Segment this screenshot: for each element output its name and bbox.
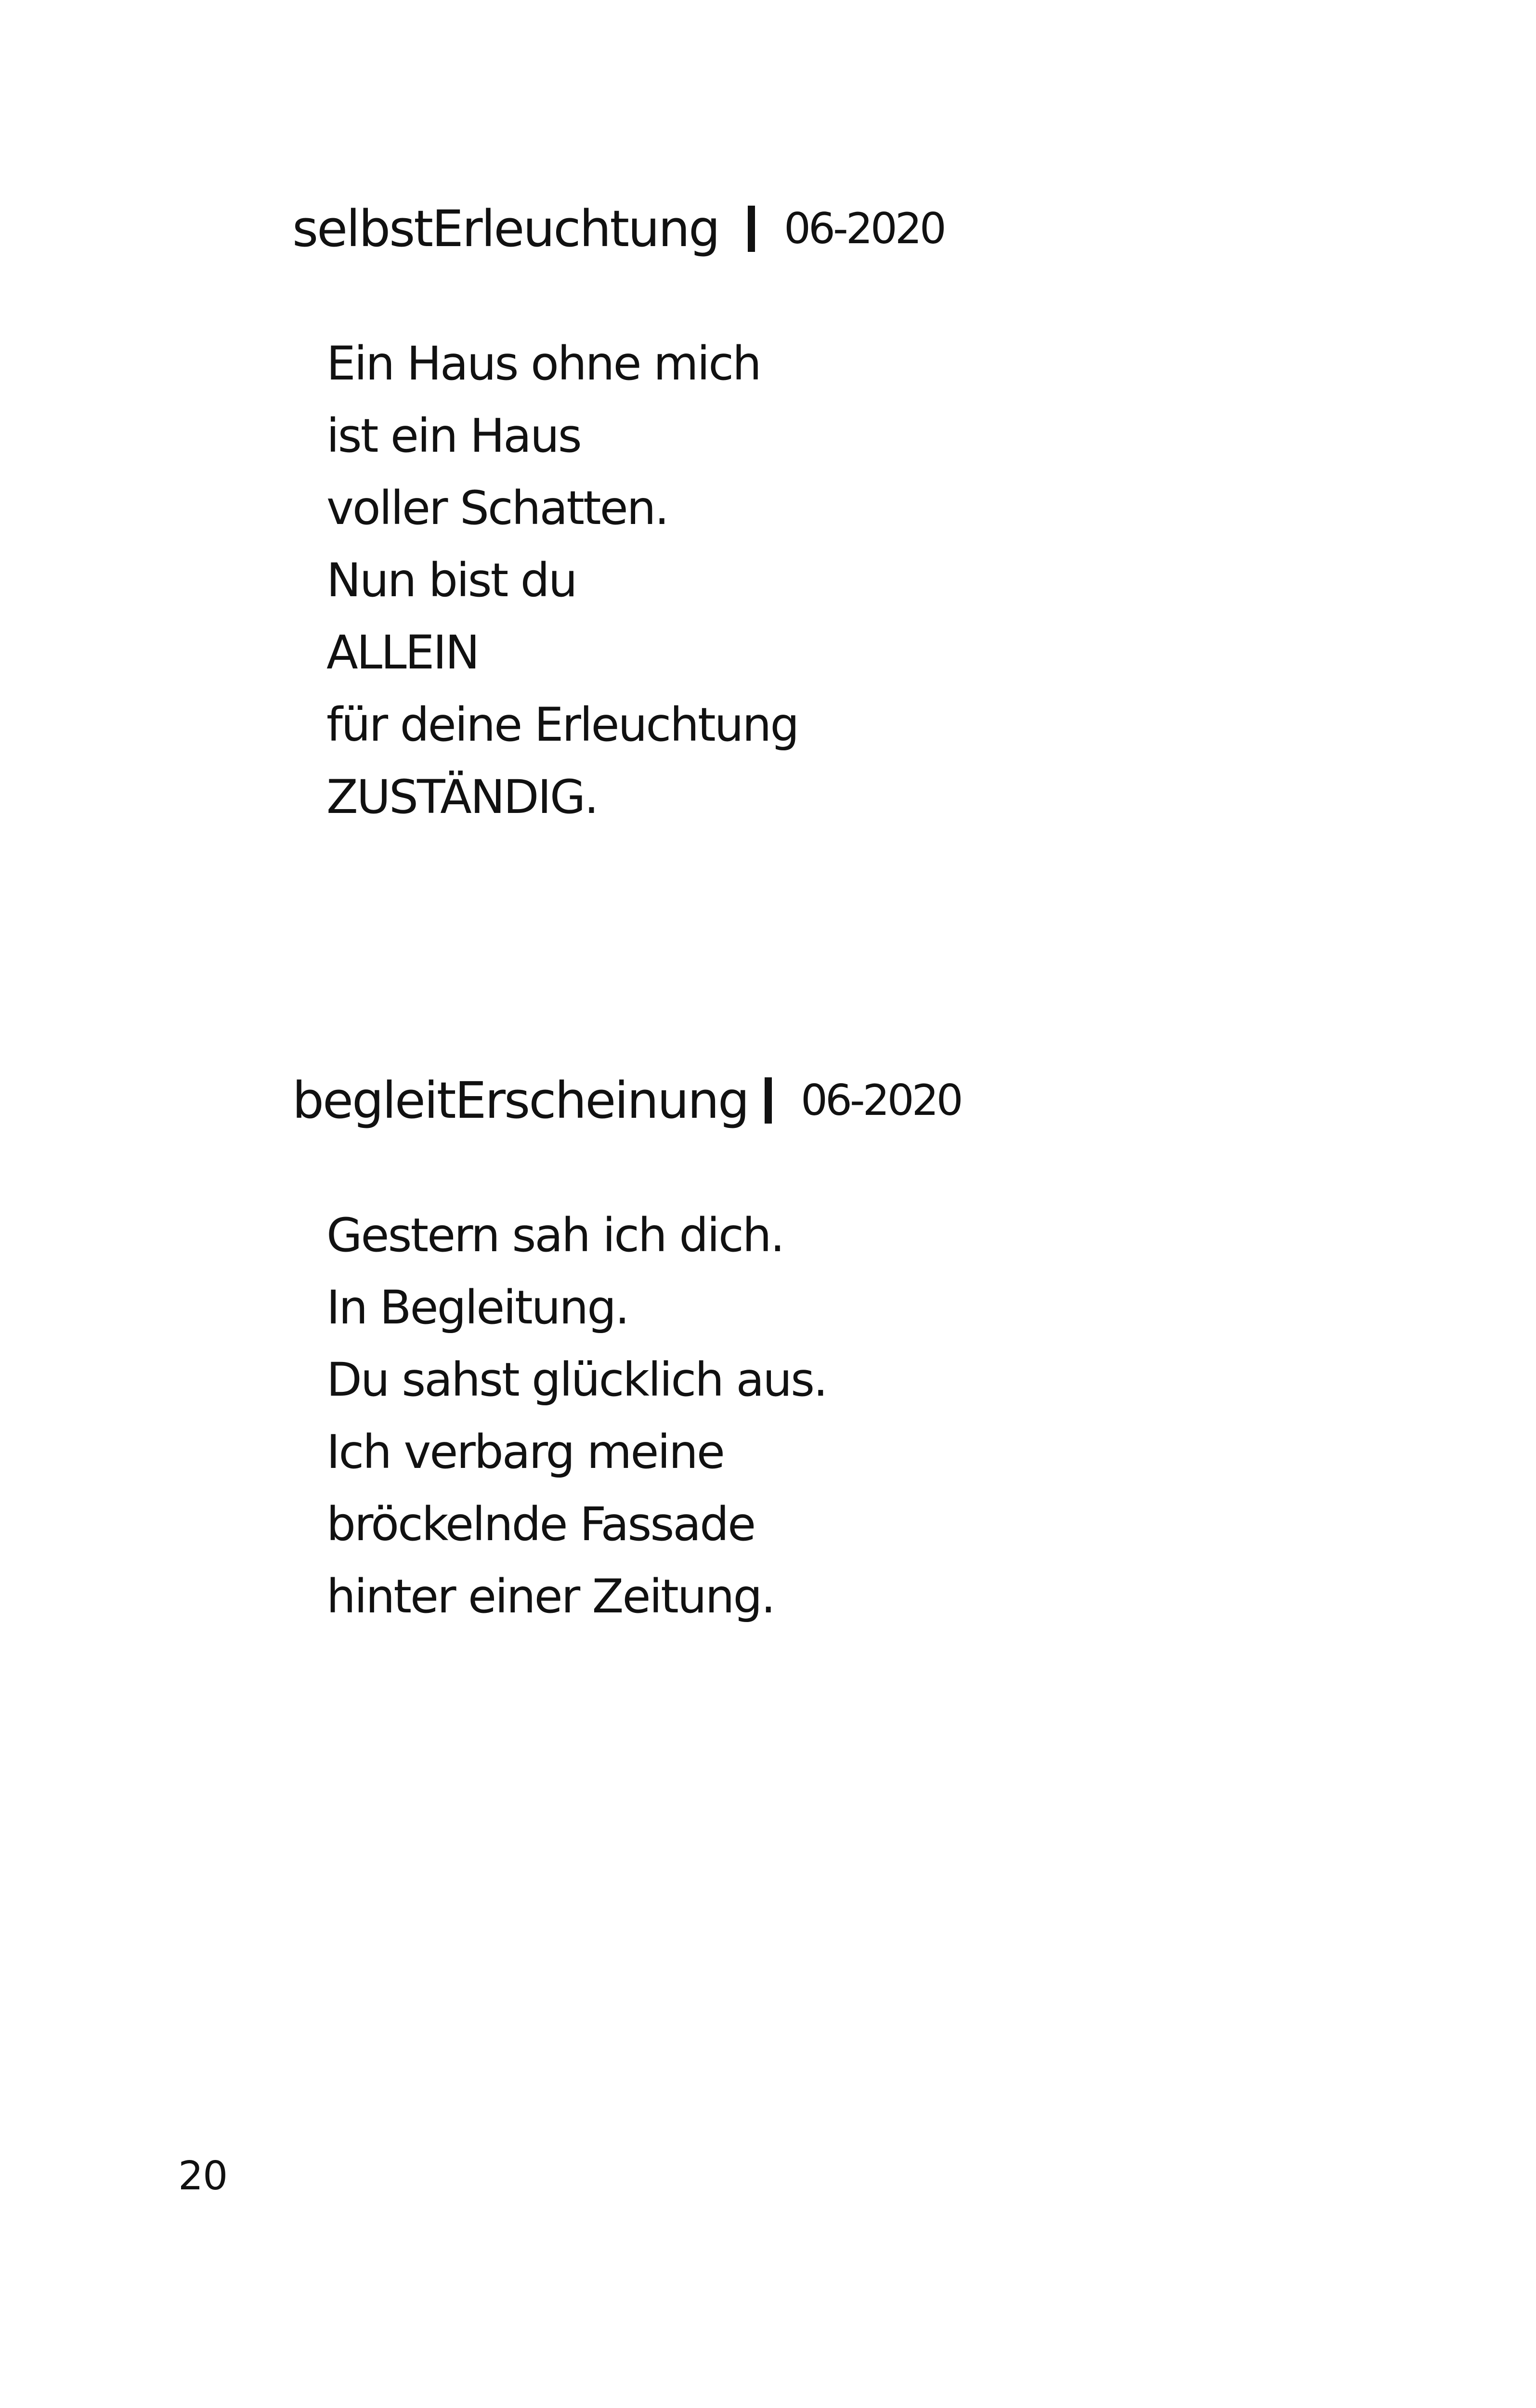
verse-line: bröckelnde Fassade (326, 1497, 755, 1551)
verse-line: Du sahst glücklich aus. (326, 1353, 827, 1407)
verse-line: ALLEIN (326, 626, 479, 680)
verse-line: Nun bist du (326, 553, 576, 607)
title-separator (765, 1077, 772, 1124)
verse-line: für deine Erleuchtung (326, 698, 798, 752)
poem-heading (292, 1064, 961, 1137)
page-number: 20 (178, 2153, 228, 2199)
poem-heading (292, 193, 944, 265)
verse-line: Ich verbarg meine (326, 1425, 724, 1479)
poem-title: begleitErscheinung (292, 1071, 748, 1130)
verse-line: voller Schatten. (326, 481, 668, 535)
poem-date: 06-2020 (784, 204, 944, 253)
poem-date: 06-2020 (800, 1075, 961, 1125)
verse-line: In Begleitung. (326, 1281, 628, 1335)
verse-line: ist ein Haus (326, 409, 581, 463)
title-separator (748, 206, 755, 252)
poem-verses (326, 1199, 827, 1633)
verse-line: Ein Haus ohne mich (326, 337, 760, 391)
poem-title: selbstErleuchtung (292, 199, 719, 258)
verse-line: hinter einer Zeitung. (326, 1570, 774, 1623)
poem-verses (326, 327, 798, 833)
verse-line: Gestern sah ich dich. (326, 1208, 784, 1262)
verse-line: ZUSTÄNDIG. (326, 770, 598, 824)
